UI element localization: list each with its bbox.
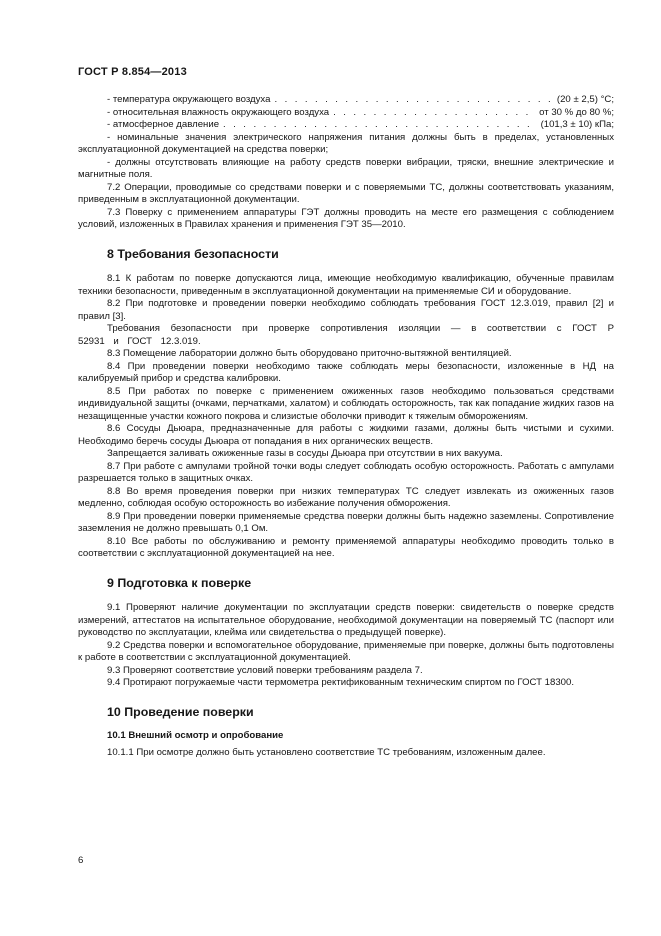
paragraph-8-3: 8.3 Помещение лаборатории должно быть оборудовано приточно-вытяжной вентиляцией.	[107, 348, 512, 359]
paragraph-8-1: 8.1 К работам по поверке допускаются лица, имеющие необходимую квалификацию, обученные правилам техники безопасности, приведенным в эксплуатационной документации на применяемые СИ и оборудование.	[78, 273, 614, 297]
paragraph-8-2-b: Требования безопасности при проверке сопротивления изоляции — в соответствии с ГОСТ Р 52931 и ГОСТ 12.3.019.	[78, 323, 614, 347]
condition-pressure	[78, 119, 614, 132]
condition-value: от 30 % до 80 %;	[539, 106, 614, 118]
condition-label: - температура окружающего воздуха	[107, 94, 271, 105]
dot-leader	[223, 119, 537, 132]
paragraph-8-6: 8.6 Сосуды Дьюара, предназначенные для работы с жидкими газами, должны быть чистыми и сухими. Необходимо беречь сосуды Дьюара от попадания в них органических веществ.	[78, 423, 614, 447]
page-content	[78, 94, 614, 759]
dot-leader	[274, 94, 552, 107]
section-8-title: 8 Требования безопасности	[107, 246, 279, 261]
dot-leader	[333, 107, 535, 120]
paragraph-8-9: 8.9 При проведении поверки применяемые средства поверки должны быть надежно заземлены. Сопротивление заземления не должно превышать 0,1 Ом.	[78, 510, 614, 534]
subsection-10-1-title: 10.1 Внешний осмотр и опробование	[107, 730, 284, 741]
condition-label: - относительная влажность окружающего воздуха	[107, 106, 330, 118]
paragraph-9-4: 9.4 Протирают погружаемые части термометра ректификованным техническим спиртом по ГОСТ 18300.	[107, 677, 575, 688]
condition-value: (101,3 ± 10) кПа;	[540, 119, 614, 130]
section-10-title: 10 Проведение поверки	[107, 704, 254, 719]
condition-value: (20 ± 2,5) °С;	[556, 94, 614, 105]
condition-label: - атмосферное давление	[107, 119, 220, 130]
paragraph-7-2: 7.2 Операции, проводимые со средствами поверки и с поверяемыми ТС, должны соответствовать указаниям, приведенным в эксплуатационной документации.	[78, 181, 614, 205]
section-9-title: 9 Подготовка к поверке	[107, 575, 252, 590]
page-number: 6	[78, 855, 84, 866]
paragraph-10-1-1: 10.1.1 При осмотре должно быть установлено соответствие ТС требованиям, изложенным далее.	[107, 746, 546, 758]
paragraph-8-5: 8.5 При работах по поверке с применением ожиженных газов необходимо пользоваться средствами индивидуальной защиты (очками, перчатками, халатом) и соблюдать осторожность, так как попадание жидких газов на незащищенные участки кожного покрова и слизистые оболочки приводит к тяжелым обморожениям.	[78, 385, 614, 422]
paragraph-8-10: 8.10 Все работы по обслуживанию и ремонту применяемой аппаратуры необходимо проводить только в соответствии с эксплуатационной документацией на нее.	[78, 535, 614, 559]
paragraph-9-1: 9.1 Проверяют наличие документации по эксплуатации средств поверки: свидетельств о поверке средств измерений, аттестатов на испытательное оборудование, необходимой документации на поверяемый ТС (паспорт или руководство по эксплуатации, клейма или свидетельства о предыдущей поверке).	[78, 602, 614, 638]
paragraph-7-3: 7.3 Поверку с применением аппаратуры ГЭТ должны проводить на месте его размещения с соблюдением условий, изложенных в Правилах хранения и применения ГЭТ 35—2010.	[78, 206, 614, 230]
paragraph: - должны отсутствовать влияющие на работу средств поверки вибрации, тряски, внешние электрические и магнитные поля.	[78, 156, 614, 180]
paragraph-8-6-b: Запрещается заливать ожиженные газы в сосуды Дьюара при отсутствии в них вакуума.	[107, 448, 503, 459]
paragraph-9-2: 9.2 Средства поверки и вспомогательное оборудование, применяемые при поверке, должны быть подготовлены к работе в соответствии с эксплуатационной документацией.	[78, 639, 614, 663]
condition-temperature	[78, 94, 614, 107]
paragraph-8-4: 8.4 При проведении поверки необходимо также соблюдать меры безопасности, изложенные в НД на калибруемый прибор и средства калибровки.	[78, 360, 614, 384]
document-header: ГОСТ Р 8.854—2013	[78, 66, 187, 78]
condition-humidity	[78, 107, 614, 120]
paragraph-8-7: 8.7 При работе с ампулами тройной точки воды следует соблюдать особую осторожность. Работать с ампулами разрешается только в защитных очках.	[78, 460, 614, 484]
paragraph-8-8: 8.8 Во время проведения поверки при низких температурах ТС следует извлекать из ожиженных газов медленно, соблюдая особую осторожность во избежание получения обморожения.	[78, 485, 614, 509]
paragraph: - номинальные значения электрического напряжения питания должны быть в пределах, установленных эксплуатационной документацией на средства поверки;	[78, 131, 614, 155]
paragraph-9-3: 9.3 Проверяют соответствие условий поверки требованиям раздела 7.	[107, 664, 423, 676]
paragraph-8-2: 8.2 При подготовке и проведении поверки необходимо соблюдать требования ГОСТ 12.3.019, правил [2] и правил [3].	[78, 298, 614, 322]
